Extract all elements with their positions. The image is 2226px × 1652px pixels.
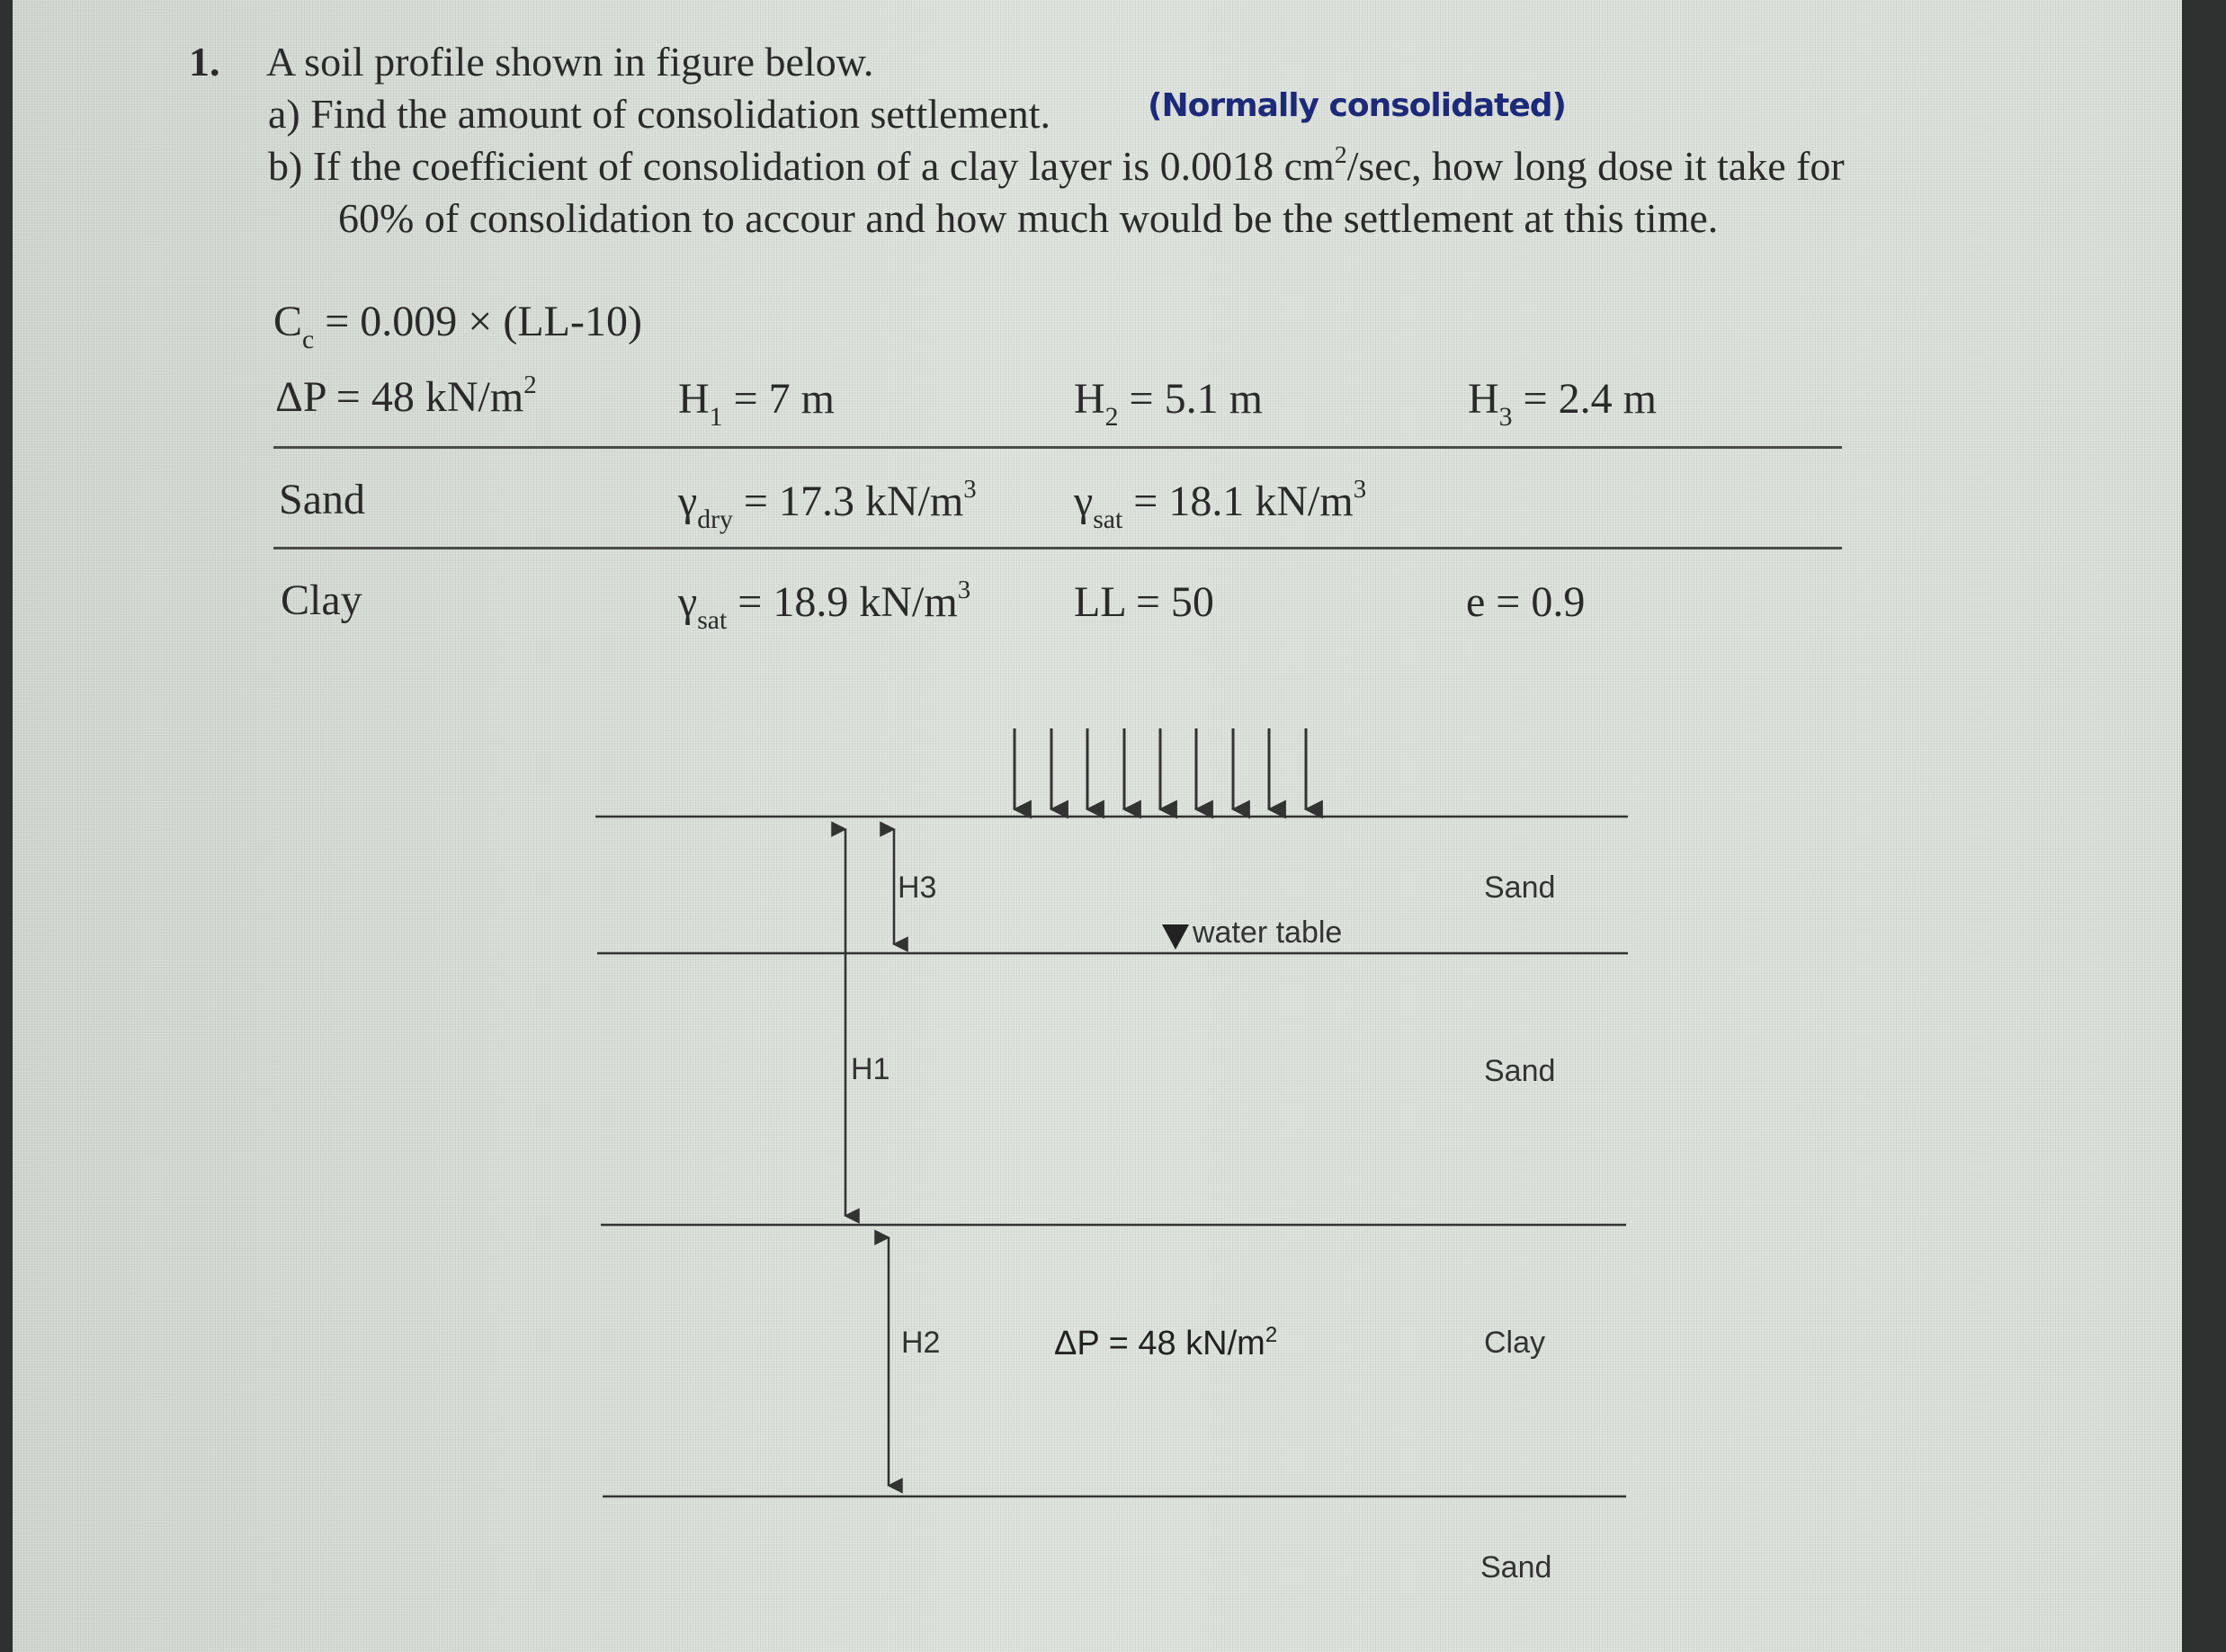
handwritten-annotation: (Normally consolidated) xyxy=(1148,87,1567,124)
surface-load-arrows xyxy=(1015,728,1306,809)
layer-4-label: Sand xyxy=(1480,1550,1552,1585)
figure-delta-p: ΔP = 48 $kN/m^2$ xyxy=(1054,1323,1278,1362)
h2-label: H2 xyxy=(901,1326,941,1360)
clay-row-label: Clay xyxy=(281,576,362,624)
sand-row-label: Sand xyxy=(279,476,365,523)
delta-p-param: ΔP = 48 $kN/m^2$ xyxy=(275,371,537,421)
layer-1-label: Sand xyxy=(1484,871,1556,905)
cc-formula: $C_c = 0.009 \times (LL-10)$ xyxy=(273,298,642,354)
water-table-label: water table xyxy=(1193,915,1343,950)
water-table-icon xyxy=(1162,924,1189,950)
layer-3-label: Clay xyxy=(1484,1326,1546,1360)
h3-label: H3 xyxy=(898,871,937,905)
layer-boundaries xyxy=(595,817,1628,1496)
h2-param: $H_2 = 5.1$ m xyxy=(1074,375,1263,432)
sand-gamma-sat: $\gamma_{sat} = 18.1$ $kN/m^3$ xyxy=(1074,475,1367,534)
h1-param: $H_1 = 7$ m xyxy=(678,375,835,432)
question-stem: A soil profile shown in figure below. xyxy=(266,39,874,85)
clay-void-ratio: e = 0.9 xyxy=(1466,578,1586,626)
clay-gamma-sat: $\gamma_{sat} = 18.9$ $kN/m^3$ xyxy=(678,576,971,635)
sand-gamma-dry: $\gamma_{dry} = 17.3$ $kN/m^3$ xyxy=(678,475,977,534)
h3-param: $H_3 = 2.4$ m xyxy=(1468,375,1657,432)
part-a-text: a) Find the amount of consolidation settlement. xyxy=(268,91,1051,137)
worksheet-page xyxy=(13,0,2182,1652)
dimension-arrows xyxy=(845,829,894,1486)
layer-2-label: Sand xyxy=(1484,1054,1556,1088)
part-b-line2: 60% of consolidation to accour and how much would be the settlement at this time. xyxy=(338,195,1719,241)
question-number: 1. xyxy=(189,39,220,85)
h1-label: H1 xyxy=(851,1052,890,1086)
clay-liquid-limit: LL = 50 xyxy=(1074,578,1214,626)
soil-profile-figure xyxy=(13,0,2182,1652)
part-b-line1: b) If the coefficient of consolidation of a clay layer is 0.0018 $cm^2/\sec$, how long dose it take for xyxy=(268,140,1845,189)
